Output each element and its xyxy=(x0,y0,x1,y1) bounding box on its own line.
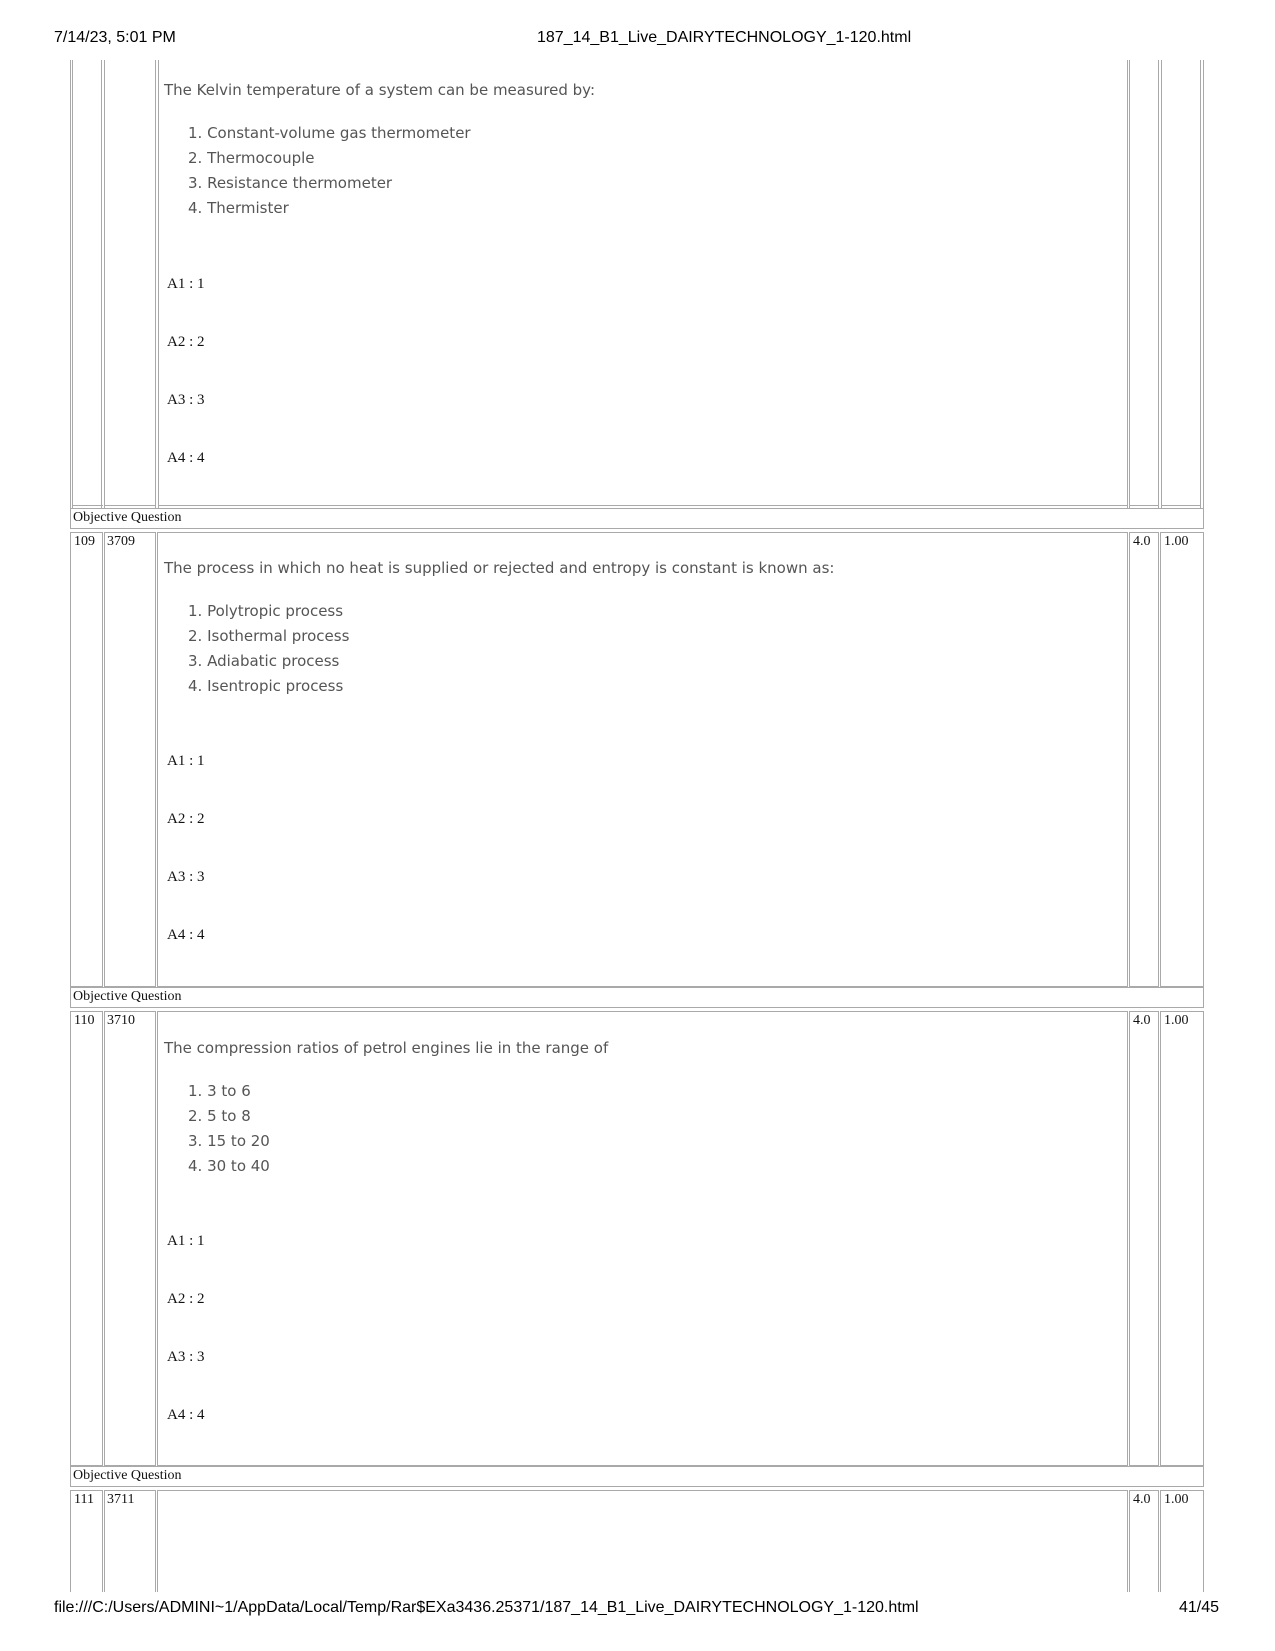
answer-option: A2 : 2 xyxy=(167,811,205,827)
negative-marks: 1.00 xyxy=(1164,534,1189,549)
option-item: 4. Isentropic process xyxy=(188,677,344,695)
answer-option: A4 : 4 xyxy=(167,927,205,943)
answer-option: A4 : 4 xyxy=(167,450,205,466)
serial-number: 110 xyxy=(74,1013,95,1028)
option-list xyxy=(188,121,471,221)
answer-option: A2 : 2 xyxy=(167,334,205,350)
answer-option: A1 : 1 xyxy=(167,1233,205,1249)
marks: 4.0 xyxy=(1133,1013,1151,1028)
question-id: 3709 xyxy=(107,534,135,549)
option-item: 1. Polytropic process xyxy=(188,602,344,620)
file-path: file:///C:/Users/ADMINI~1/AppData/Local/Temp/Rar$EXa3436.25371/187_14_B1_Live_DAIRYTECHNOLOGY_1-120.html xyxy=(54,1599,919,1616)
answer-option: A1 : 1 xyxy=(167,753,205,769)
option-item: 2. 5 to 8 xyxy=(188,1107,251,1125)
question-text: The process in which no heat is supplied or rejected and entropy is constant is known as: xyxy=(164,559,835,577)
option-item: 4. Thermister xyxy=(188,199,289,217)
option-item: 2. Thermocouple xyxy=(188,149,315,167)
question-id: 3711 xyxy=(107,1492,135,1507)
question-text: The Kelvin temperature of a system can be measured by: xyxy=(164,81,596,99)
print-datetime: 7/14/23, 5:01 PM xyxy=(54,29,176,46)
serial-number: 111 xyxy=(74,1492,94,1507)
section-label: Objective Question xyxy=(73,510,182,525)
answer-option: A2 : 2 xyxy=(167,1291,205,1307)
serial-number: 109 xyxy=(74,534,95,549)
answer-option: A3 : 3 xyxy=(167,869,205,885)
answer-option: A1 : 1 xyxy=(167,276,205,292)
negative-marks: 1.00 xyxy=(1164,1492,1189,1507)
answer-option: A3 : 3 xyxy=(167,392,205,408)
option-list xyxy=(188,1079,270,1179)
marks: 4.0 xyxy=(1133,534,1151,549)
option-item: 2. Isothermal process xyxy=(188,627,350,645)
answer-option: A4 : 4 xyxy=(167,1407,205,1423)
option-item: 3. Adiabatic process xyxy=(188,652,340,670)
option-item: 3. 15 to 20 xyxy=(188,1132,270,1150)
option-item: 3. Resistance thermometer xyxy=(188,174,393,192)
answer-option: A3 : 3 xyxy=(167,1349,205,1365)
option-item: 4. 30 to 40 xyxy=(188,1157,270,1175)
section-label: Objective Question xyxy=(73,989,182,1004)
option-item: 1. 3 to 6 xyxy=(188,1082,251,1100)
option-list xyxy=(188,599,349,699)
question-id: 3710 xyxy=(107,1013,135,1028)
question-text: The compression ratios of petrol engines lie in the range of xyxy=(164,1039,609,1057)
page-number: 41/45 xyxy=(1179,1599,1220,1616)
option-item: 1. Constant-volume gas thermometer xyxy=(188,124,471,142)
negative-marks: 1.00 xyxy=(1164,1013,1189,1028)
section-label: Objective Question xyxy=(73,1468,182,1483)
document-title: 187_14_B1_Live_DAIRYTECHNOLOGY_1-120.html xyxy=(537,29,912,46)
marks: 4.0 xyxy=(1133,1492,1151,1507)
